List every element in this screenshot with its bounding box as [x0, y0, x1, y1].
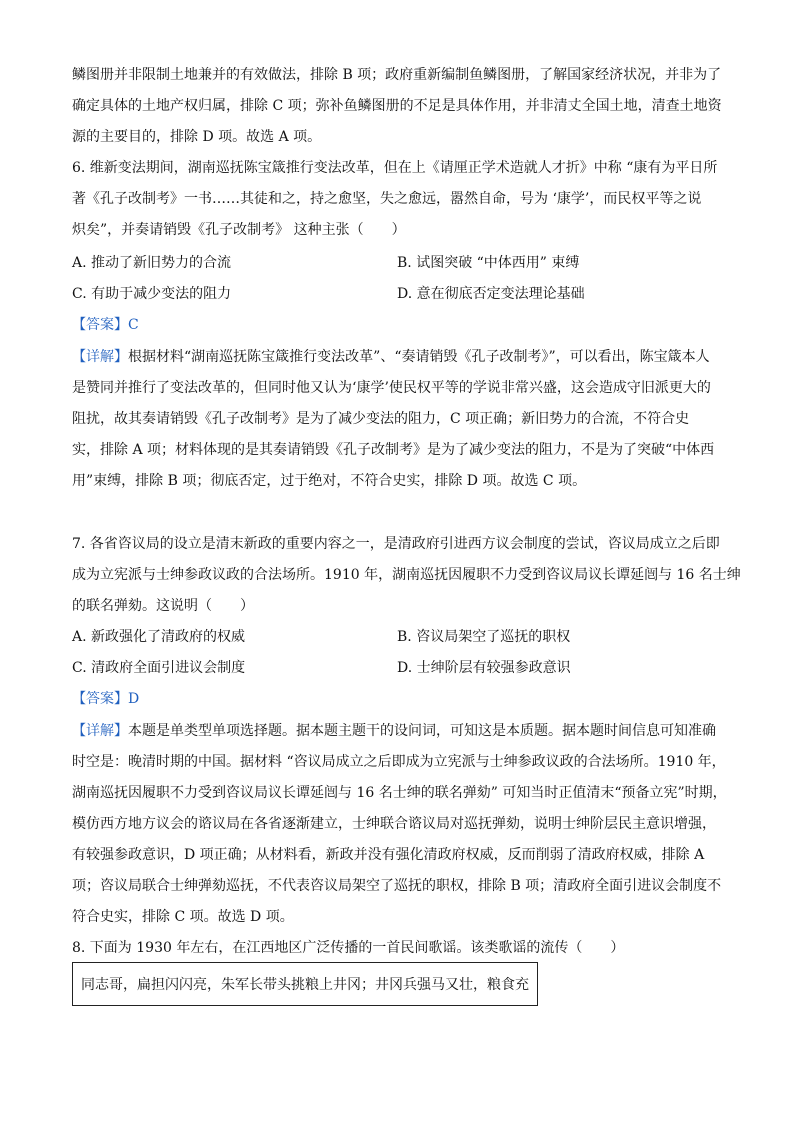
q6-option-c: C. 有助于减少变法的阻力 [72, 286, 232, 302]
intro-line-3: 源的主要目的，排除 D 项。故选 A 项。 [72, 129, 322, 145]
q7-stem-line-2: 成为立宪派与士绅参政议政的合法场所。1910 年，湖南巡抚因履职不力受到咨议局议长谭延闿与 16 名士绅 [72, 567, 741, 583]
q8-stem: 8. 下面为 1930 年左右，在江西地区广泛传播的一首民间歌谣。该类歌谣的流传（ ） [72, 940, 625, 956]
intro-line-1: 鳞图册并非限制土地兼并的有效做法，排除 B 项；政府重新编制鱼鳞图册，了解国家经济状况，并非为了 [72, 67, 722, 83]
q6-option-b: B. 试图突破 “中体西用” 束缚 [397, 255, 580, 271]
q6-detail-text-1: 根据材料“湖南巡抚陈宝箴推行变法改革”、“奏请销毁《孔子改制考》”，可以看出，陈宝箴本人 [128, 349, 710, 365]
q7-option-b: B. 咨议局架空了巡抚的职权 [397, 629, 571, 645]
q7-detail-line-2: 时空是：晚清时期的中国。据材料 “咨议局成立之后即成为立宪派与士绅参政议政的合法场所。1910 年， [72, 754, 726, 770]
q6-detail-line-2: 是赞同并推行了变法改革的，但同时他又认为‘康学’使民权平等的学说非常兴盛，这会造成守旧派更大的 [72, 380, 711, 396]
q7-detail-line-1 [72, 721, 716, 741]
q6-answer [72, 315, 139, 335]
q6-option-d: D. 意在彻底否定变法理论基础 [397, 286, 585, 302]
q7-option-c: C. 清政府全面引进议会制度 [72, 660, 246, 676]
q6-stem-line-3: 炽矣”，并奏请销毁《孔子改制考》 这种主张（ ） [72, 222, 406, 238]
q6-detail-line-3: 阻扰，故其奏请销毁《孔子改制考》是为了减少变法的阻力，C 项正确；新旧势力的合流，不符合史 [72, 411, 690, 427]
q6-detail-tag: 【详解】 [72, 349, 128, 365]
q7-detail-line-3: 湖南巡抚因履职不力受到咨议局议长谭延闿与 16 名士绅的联名弹劾” 可知当时正值清末“预备立宪”时期， [72, 785, 727, 801]
q6-detail-line-1 [72, 347, 710, 367]
q6-answer-value: C [128, 317, 139, 333]
q7-option-d: D. 士绅阶层有较强参政意识 [397, 660, 571, 676]
q7-stem-line-3: 的联名弹劾。这说明（ ） [72, 598, 254, 614]
q7-detail-line-5: 有较强参政意识，D 项正确；从材料看，新政并没有强化清政府权威，反而削弱了清政府权威，排除 A [72, 847, 705, 863]
q7-answer-tag: 【答案】 [72, 691, 128, 707]
folk-song-box [72, 962, 538, 1006]
q6-detail-line-4: 实，排除 A 项；材料体现的是其奏请销毁《孔子改制考》是为了减少变法的阻力，不是为了突破“中体西 [72, 442, 715, 458]
q7-detail-line-6: 项；咨议局联合士绅弹劾巡抚，不代表咨议局架空了巡抚的职权，排除 B 项；清政府全面引进议会制度不 [72, 878, 722, 894]
q7-detail-line-7: 符合史实，排除 C 项。故选 D 项。 [72, 909, 294, 925]
q6-option-a: A. 推动了新旧势力的合流 [72, 255, 232, 271]
q6-stem-line-2: 著《孔子改制考》一书……其徒和之，持之愈坚，失之愈远，嚣然自命，号为 ‘康学’，而民权平等之说 [72, 191, 702, 207]
q6-answer-tag: 【答案】 [72, 317, 128, 333]
q7-answer [72, 689, 139, 709]
q7-option-a: A. 新政强化了清政府的权威 [72, 629, 246, 645]
intro-line-2: 确定具体的土地产权归属，排除 C 项；弥补鱼鳞图册的不足是具体作用，并非清丈全国土地，清查土地资 [72, 98, 722, 114]
q7-stem-line-1: 7. 各省咨议局的设立是清末新政的重要内容之一，是清政府引进西方议会制度的尝试，咨议局成立之后即 [72, 536, 720, 552]
q7-detail-tag: 【详解】 [72, 723, 128, 739]
q6-stem-line-1: 6. 维新变法期间，湖南巡抚陈宝箴推行变法改革，但在上《请厘正学术造就人才折》中称 “康有为平日所 [72, 160, 718, 176]
q6-detail-line-5: 用”束缚，排除 B 项；彻底否定，过于绝对，不符合史实，排除 D 项。故选 C 项。 [72, 473, 587, 489]
folk-song-text: 同志哥，扁担闪闪亮，朱军长带头挑粮上井冈；井冈兵强马又壮，粮食充 [81, 977, 529, 993]
q7-detail-line-4: 模仿西方地方议会的谘议局在各省逐渐建立，士绅联合谘议局对巡抚弹劾，说明士绅阶层民主意识增强， [72, 816, 716, 832]
q7-answer-value: D [128, 691, 140, 707]
q7-detail-text-1: 本题是单类型单项选择题。据本题主题干的设问词，可知这是本质题。据本题时间信息可知准确 [128, 723, 716, 739]
